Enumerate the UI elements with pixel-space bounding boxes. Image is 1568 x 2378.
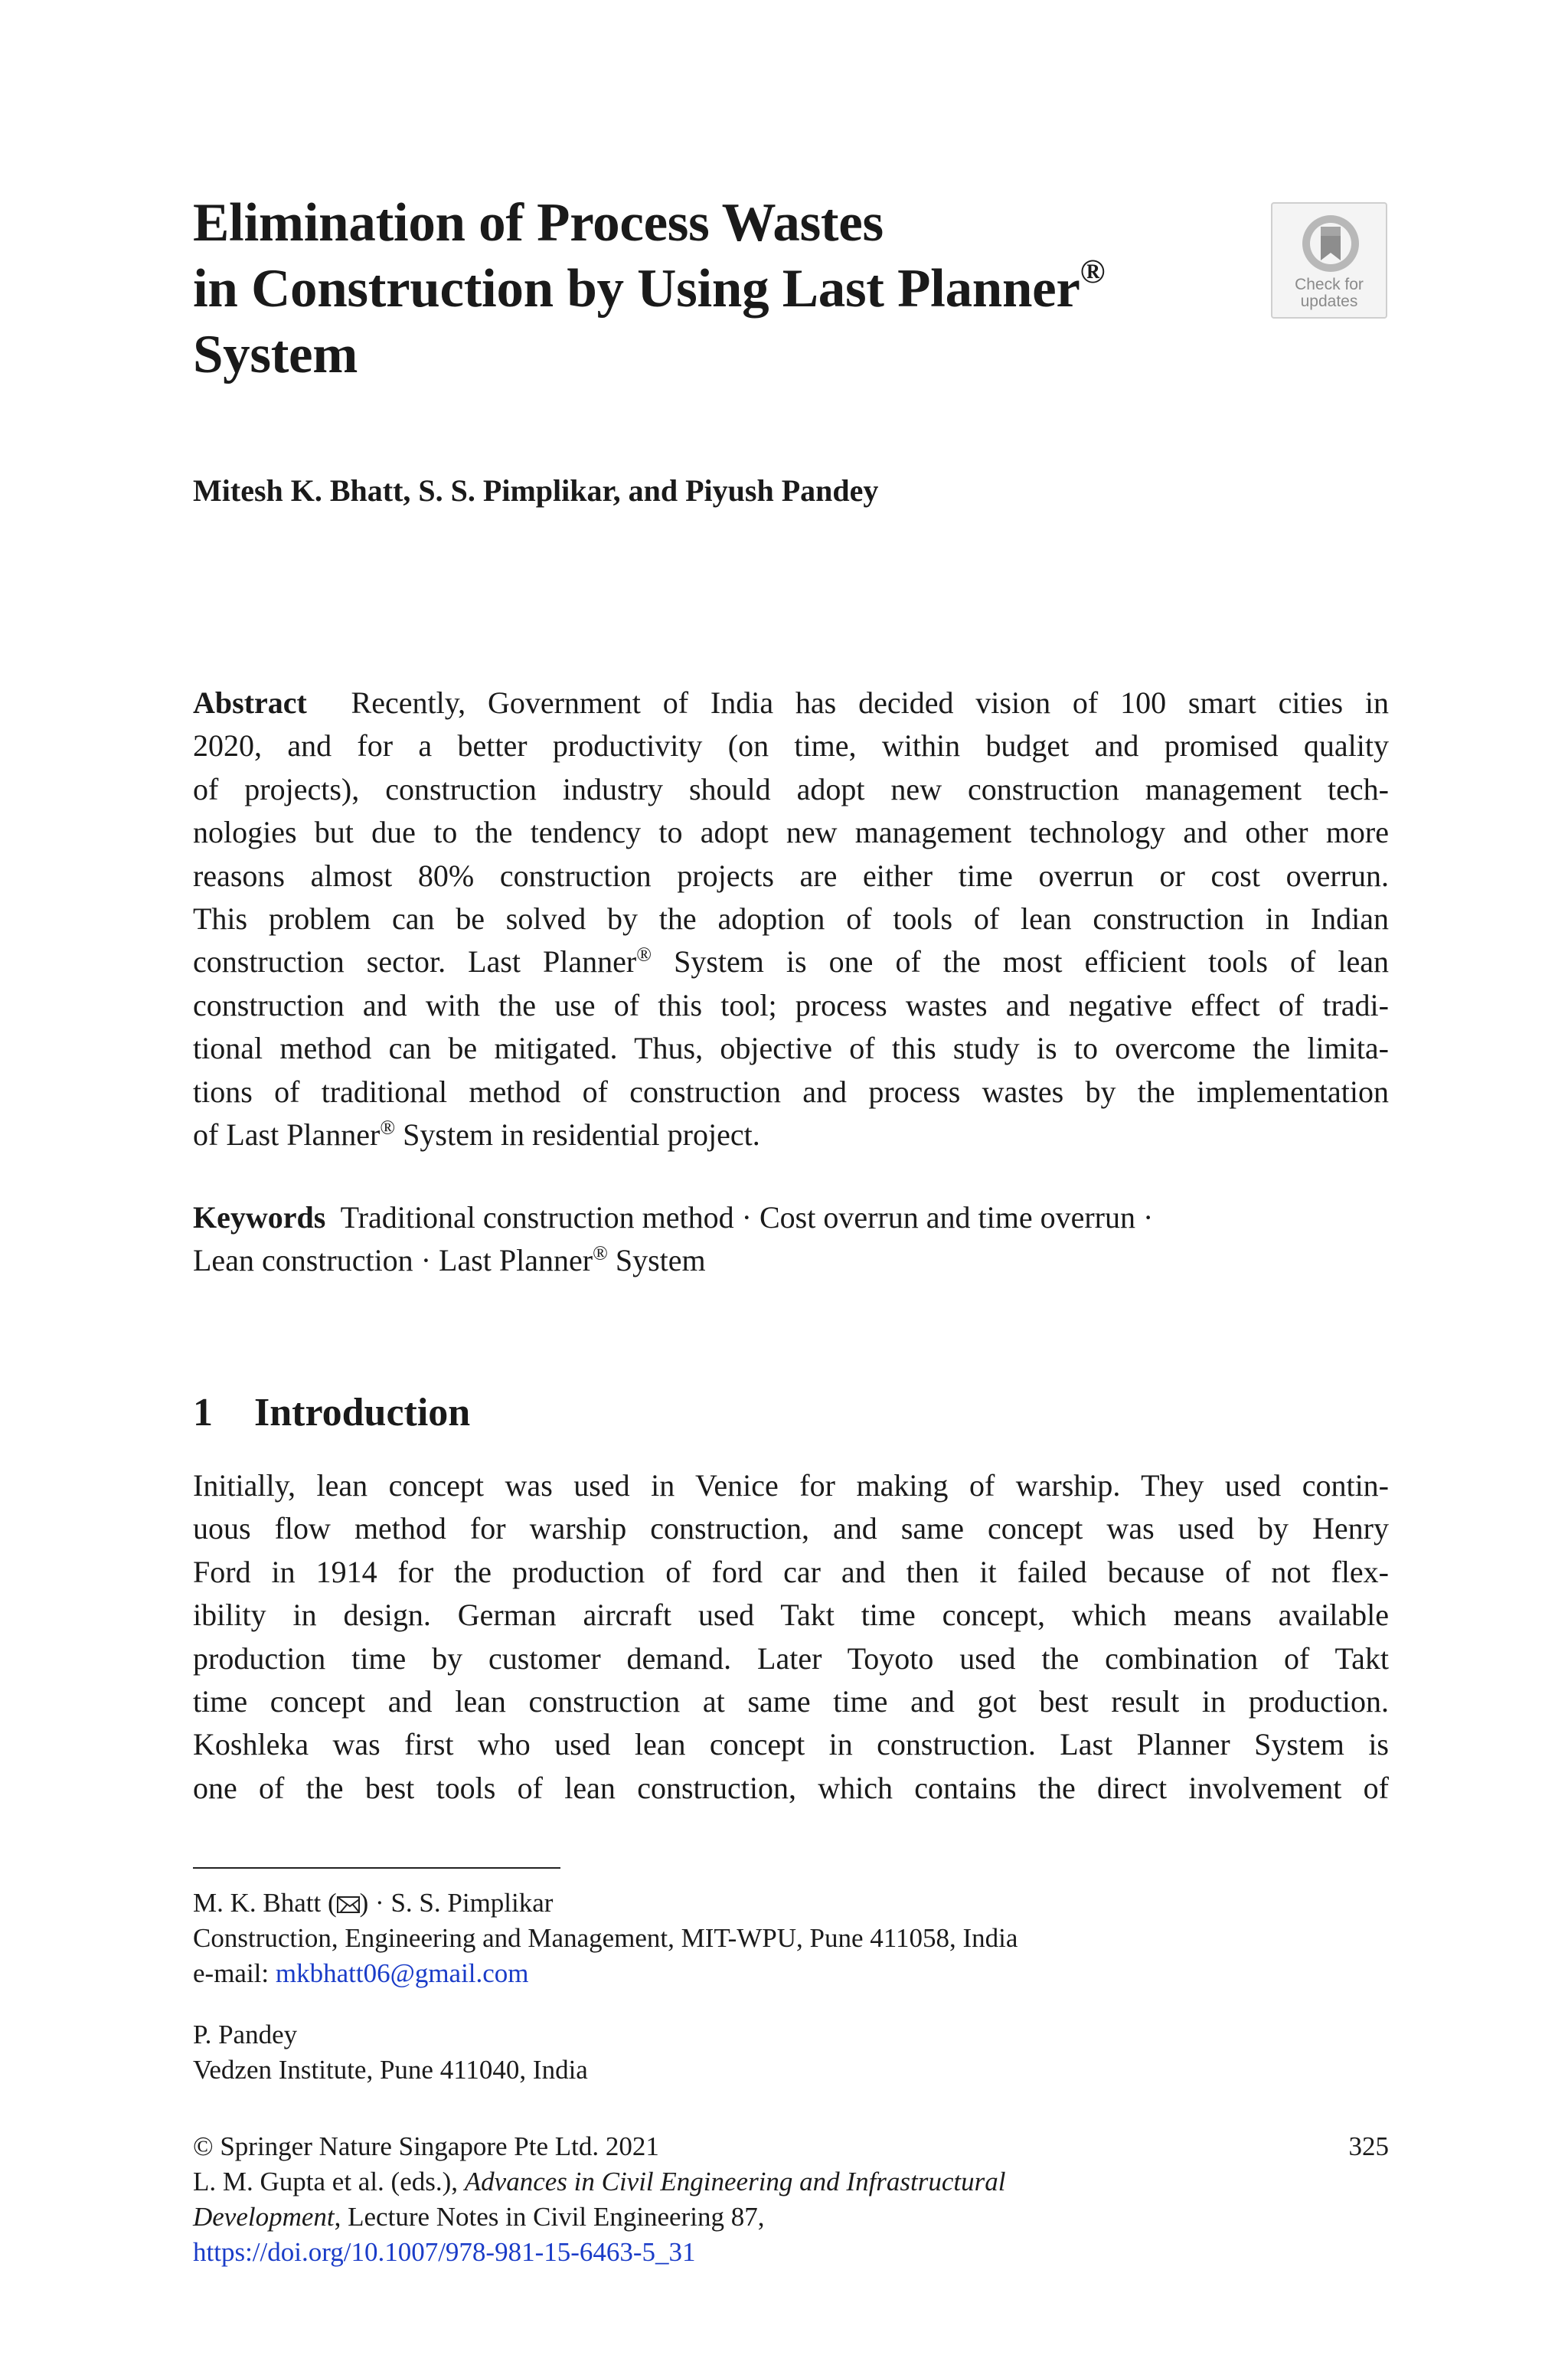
footnote-institution: Vedzen Institute, Pune 411040, India <box>193 2055 588 2085</box>
keyword-separator: · <box>1142 1200 1154 1235</box>
badge-label-updates: updates <box>1300 293 1358 310</box>
paragraph-line: ibility in design. German aircraft used Takt time concept, which means available <box>193 1598 1389 1633</box>
registered-mark: ® <box>593 1241 608 1264</box>
registered-mark: ® <box>1080 253 1106 291</box>
introduction-paragraph <box>193 1464 1389 1810</box>
check-for-updates-badge[interactable] <box>1271 202 1387 319</box>
abstract-line: reasons almost 80% construction projects are either time overrun or cost overrun. <box>193 858 1389 893</box>
abstract-line: 2020, and for a better productivity (on time, within budget and promised quality <box>193 728 1389 764</box>
abstract-line: construction and with the use of this tool; process wastes and negative effect of tradi- <box>193 987 1389 1022</box>
registered-mark: ® <box>636 944 652 967</box>
footnote-authors: M. K. Bhatt ( ) · S. S. Pimplikar <box>193 1888 554 1918</box>
keyword-item: Traditional construction method <box>340 1200 734 1235</box>
book-title-cont: Development <box>193 2202 335 2232</box>
abstract-line: of Last Planner® System in residential project. <box>193 1116 760 1153</box>
abstract-line: Abstract Recently, Government of India has decided vision of 100 smart cities in <box>193 685 1389 720</box>
abstract-label: Abstract <box>193 685 307 720</box>
footnote-divider <box>193 1867 560 1869</box>
keyword-item: System <box>615 1243 706 1277</box>
keyword-item: Lean construction <box>193 1243 413 1277</box>
registered-mark: ® <box>380 1116 396 1139</box>
paragraph-line: Initially, lean concept was used in Venice for making of warship. They used contin- <box>193 1468 1389 1503</box>
keyword-separator: · <box>420 1243 432 1277</box>
keyword-item: Last Planner <box>439 1243 593 1277</box>
paragraph-line: uous flow method for warship construction, and same concept was used by Henry <box>193 1511 1389 1546</box>
paragraph-line: time concept and lean construction at same time and got best result in production. <box>193 1684 1389 1719</box>
keywords-line-2 <box>193 1239 1161 1282</box>
abstract-line: nologies but due to the tendency to adopt new management technology and other more <box>193 815 1389 850</box>
keyword-item: Cost overrun and time overrun <box>759 1200 1135 1235</box>
title-line-1: Elimination of Process Wastes <box>193 193 884 253</box>
section-title: Introduction <box>254 1391 471 1435</box>
envelope-icon <box>337 1896 360 1913</box>
keywords-line-1 <box>193 1196 1161 1239</box>
abstract-line: tions of traditional method of construction and process wastes by the implementation <box>193 1074 1389 1109</box>
footnote-email: e-mail: mkbhatt06@gmail.com <box>193 1958 529 1988</box>
footnote-institution: Construction, Engineering and Management, MIT-WPU, Pune 411058, India <box>193 1923 1018 1953</box>
crossmark-bookmark-icon <box>1300 213 1361 276</box>
badge-label-check: Check for <box>1295 276 1364 293</box>
keyword-separator: · <box>741 1200 752 1235</box>
abstract <box>193 682 1389 1156</box>
publication-info <box>193 2129 1389 2270</box>
footnote-affiliation-2 <box>193 2017 588 2088</box>
paragraph-line: production time by customer demand. Later Toyoto used the combination of Takt <box>193 1640 1389 1676</box>
paragraph-line: Ford in 1914 for the production of ford car and then it failed because of not flex- <box>193 1554 1389 1589</box>
abstract-line: of projects), construction industry should adopt new construction management tech- <box>193 771 1389 806</box>
copyright-line: © Springer Nature Singapore Pte Ltd. 2021 <box>193 2131 659 2161</box>
authors: Mitesh K. Bhatt, S. S. Pimplikar, and Piyush Pandey <box>193 473 879 508</box>
book-citation-cont: Development, Lecture Notes in Civil Engineering 87, <box>193 2202 765 2232</box>
title-line-3: System <box>193 325 358 384</box>
section-heading <box>193 1389 470 1438</box>
page-number: 325 <box>1348 2131 1389 2161</box>
section-number: 1 <box>193 1391 213 1435</box>
keywords-label: Keywords <box>193 1200 326 1235</box>
paper-title <box>193 190 1227 388</box>
book-citation: L. M. Gupta et al. (eds.), Advances in Civil Engineering and Infrastructural <box>193 2167 1006 2196</box>
footnote-affiliation-1 <box>193 1886 1018 1991</box>
keywords <box>193 1196 1161 1282</box>
doi-link[interactable]: https://doi.org/10.1007/978-981-15-6463-5_31 <box>193 2237 696 2267</box>
abstract-line: This problem can be solved by the adoption of tools of lean construction in Indian <box>193 901 1389 937</box>
abstract-line: tional method can be mitigated. Thus, objective of this study is to overcome the limita- <box>193 1031 1389 1066</box>
email-link[interactable]: mkbhatt06@gmail.com <box>275 1958 529 1988</box>
book-title: Advances in Civil Engineering and Infrastructural <box>464 2167 1006 2196</box>
abstract-line: construction sector. Last Planner® System is one of the most efficient tools of lean <box>193 944 1390 980</box>
paragraph-line: one of the best tools of lean construction, which contains the direct involvement of <box>193 1770 1389 1805</box>
footnote-author: P. Pandey <box>193 2020 298 2049</box>
title-line-2: in Construction by Using Last Planner® <box>193 253 1106 319</box>
paragraph-line: Koshleka was first who used lean concept in construction. Last Planner System is <box>193 1727 1389 1762</box>
